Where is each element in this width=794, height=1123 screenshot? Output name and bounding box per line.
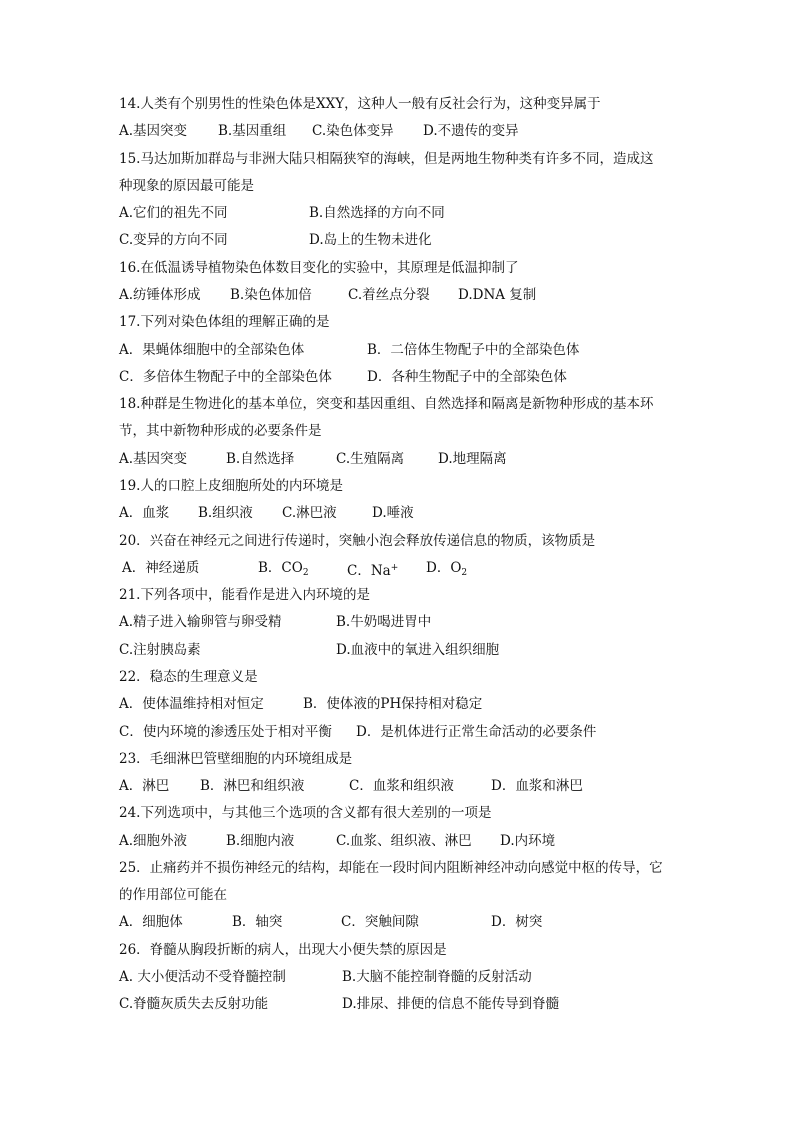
option-c: C.脊髓灰质失去反射功能: [119, 996, 269, 1012]
question-16-stem: 16.在低温诱导植物染色体数目变化的实验中，其原理是低温抑制了: [119, 260, 519, 276]
question-25-stem: 25．止痛药并不损伤神经元的结构，却能在一段时间内阻断神经冲动向感觉中枢的传导，它: [119, 860, 663, 876]
option-c: C.生殖隔离: [336, 451, 405, 467]
option-b: B．淋巴和组织液: [200, 778, 305, 794]
option-a: A.基因突变: [119, 451, 188, 467]
option-d: D.排尿、排便的信息不能传导到脊髓: [342, 996, 560, 1012]
option-a: A．神经递质: [122, 560, 200, 576]
option-c: C．多倍体生物配子中的全部染色体: [119, 369, 332, 385]
superscript: +: [390, 563, 399, 573]
option-b: B.染色体加倍: [230, 287, 312, 303]
question-15-stem: 15.马达加斯加群岛与非洲大陆只相隔狭窄的海峡，但是两地生物种类有许多不同，造成这: [119, 151, 654, 167]
option-c: C．使内环境的渗透压处于相对平衡: [119, 724, 332, 740]
option-a: A.它们的祖先不同: [119, 205, 228, 221]
option-d: D.不遗传的变异: [423, 123, 519, 139]
option-a: A．血浆: [119, 505, 170, 521]
option-b: B.基因重组: [218, 123, 287, 139]
option-b: B.自然选择的方向不同: [309, 205, 445, 221]
option-d: D．树突: [491, 914, 543, 930]
option-c: C．血浆和组织液: [349, 778, 454, 794]
option-d: D．是机体进行正常生命活动的必要条件: [356, 724, 597, 740]
question-15-stem-cont: 种现象的原因最可能是: [119, 178, 254, 194]
option-a: A.细胞外液: [119, 833, 188, 849]
option-b: B.细胞内液: [226, 833, 295, 849]
option-d: D.唾液: [372, 505, 414, 521]
question-22-stem: 22．稳态的生理意义是: [119, 669, 258, 685]
option-a: A．淋巴: [119, 778, 170, 794]
question-14-stem: 14.人类有个别男性的性染色体是XXY，这种人一般有反社会行为，这种变异属于: [119, 96, 601, 112]
question-23-stem: 23．毛细淋巴管壁细胞的内环境组成是: [119, 751, 353, 767]
option-d: D．血浆和淋巴: [491, 778, 583, 794]
question-20-stem: 20．兴奋在神经元之间进行传递时，突触小泡会释放传递信息的物质，该物质是: [119, 533, 596, 549]
option-b: B．使体液的PH保持相对稳定: [303, 696, 483, 712]
option-a: A．果蝇体细胞中的全部染色体: [119, 342, 305, 358]
question-26-stem: 26．脊髓从胸段折断的病人，出现大小便失禁的原因是: [119, 942, 447, 958]
subscript: 2: [461, 568, 468, 578]
option-a: A.纺锤体形成: [119, 287, 201, 303]
option-b: B．二倍体生物配子中的全部染色体: [367, 342, 580, 358]
question-21-stem: 21.下列各项中，能看作是进入内环境的是: [119, 587, 370, 603]
question-24-stem: 24.下列选项中，与其他三个选项的含义都有很大差别的一项是: [119, 805, 492, 821]
option-c: C.注射胰岛素: [119, 642, 201, 658]
option-a: A.基因突变: [119, 123, 188, 139]
option-c: C．突触间隙: [341, 914, 419, 930]
question-19-stem: 19.人的口腔上皮细胞所处的内环境是: [119, 478, 343, 494]
option-b: B.大脑不能控制脊髓的反射活动: [342, 969, 532, 985]
option-b-text: B．CO: [258, 560, 303, 576]
option-b: B.自然选择: [226, 451, 295, 467]
option-d: D.血液中的氧进入组织细胞: [336, 642, 500, 658]
option-d: D.内环境: [500, 833, 556, 849]
question-18-stem-cont: 节，其中新物种形成的必要条件是: [119, 423, 322, 439]
option-a: A．使体温维持相对恒定: [119, 696, 264, 712]
option-b: B.牛奶喝进胃中: [336, 614, 432, 630]
option-d: [426, 555, 467, 587]
option-a: A.精子进入输卵管与卵受精: [119, 614, 282, 630]
option-c: C.血浆、组织液、淋巴: [336, 833, 472, 849]
option-d: D.地理隔离: [438, 451, 507, 467]
option-b: B．轴突: [232, 914, 283, 930]
option-c: C.着丝点分裂: [348, 287, 430, 303]
option-c-text: C．Na: [347, 563, 391, 579]
option-a: A. 大小便活动不受脊髓控制: [119, 969, 286, 985]
option-c: C.淋巴液: [282, 505, 337, 521]
option-b: B.组织液: [198, 505, 253, 521]
option-d: D.岛上的生物未进化: [309, 232, 432, 248]
option-d: D.DNA 复制: [458, 287, 537, 303]
option-d: D．各种生物配子中的全部染色体: [367, 369, 567, 385]
question-17-stem: 17.下列对染色体组的理解正确的是: [119, 314, 330, 330]
option-d-text: D．O: [426, 560, 462, 576]
option-c: C.染色体变异: [312, 123, 394, 139]
option-c: C.变异的方向不同: [119, 232, 228, 248]
subscript: 2: [302, 568, 309, 578]
question-18-stem: 18.种群是生物进化的基本单位，突变和基因重组、自然选择和隔离是新物种形成的基本环: [119, 396, 654, 412]
option-c: [347, 555, 398, 585]
option-a: A．细胞体: [119, 914, 183, 930]
question-25-stem-cont: 的作用部位可能在: [119, 887, 227, 903]
